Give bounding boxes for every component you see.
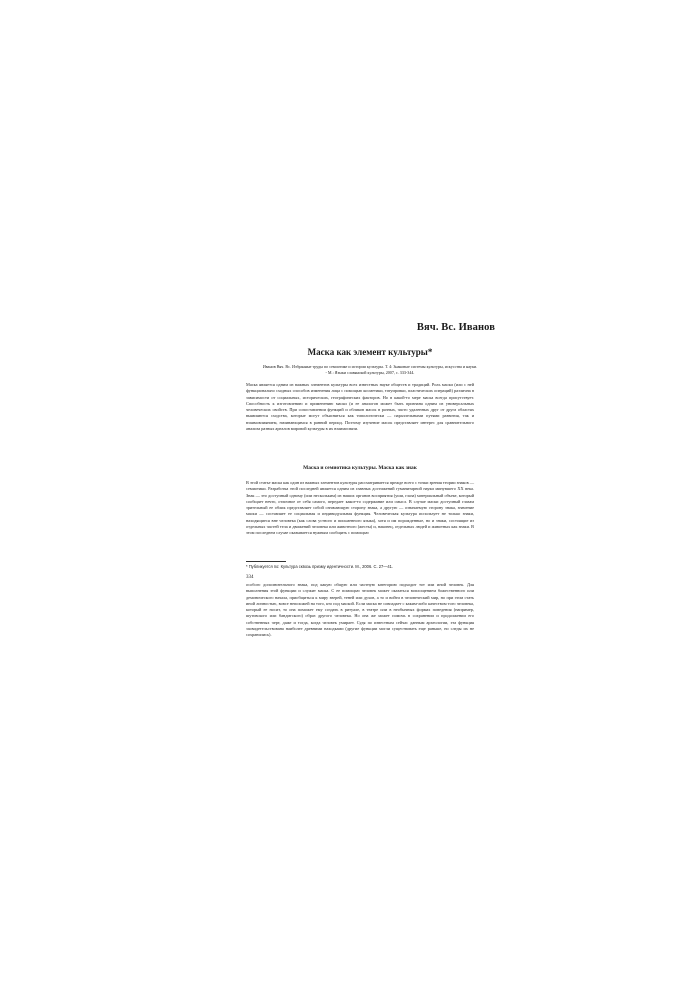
section-heading: Маска и семиотика культуры. Маска как знак bbox=[303, 465, 417, 471]
paragraph-continuation: особого дополнительного знака, под какую общую или частную категорию подходит тот или иной человек. Для выполнения этой функции и служит маска. С ее помощью человек может оказаться воплощением божественного или демонического начала, приобщиться к миру зверей, теней или духов, а то и войти в человеческий мир, но при этом стать иной личностью, вовсе непохожей на того, кто под маской. Если маска не совпадает с каким-либо качеством того человека, который ее носит, то она поможет ему создать в ритуале, в театре или в необычных формах поведения (например, шутовского или бандитского) образ другого человека. Но она же может помочь в сохранении и продолжении его собственных черт, даже и тогда, когда человек умирает. Судя по известным сейчас данным археологии, эта функция засвидетельствована наиболее древними находками (другие функции могли существовать еще раньше, но следы их не сохранились). bbox=[246, 582, 474, 637]
citation: Иванов Вяч. Вс. Избранные труды по семиотике и истории культуры. Т. 4: Знаковые системы культуры, искусства и науки. - М.: Языки славянской культуры, 2007, с. 333-344. bbox=[262, 364, 478, 375]
paragraph-semiotics: В этой статье маска как один из важных элементов культуры рассматривается прежде всего с точки зрения теории знаков — семиотики. Разработка этой последней является одним из главных достижений гуманитарной науки минувшего XX века. Знак — это доступный одному (или нескольким) из наших органов восприятия (уши, глаза) материальный объект, который сообщает нечто, отличное от себя самого, передает какое-то содержание или смысл. В случае маски доступный глазам зрительный ее облик представляет собой означающую сторону знака, а другую — означаемую сторону знака, значение маски — составляет ее социальная и индивидуальная функция. Человеческая культура использует не только знаки, находящиеся вне человека (как слова устного и письменного языка), хотя и им порожденные, но и знаки, состоящие из отдельных частей тела и движений человека или животного (жесты) и, наконец, отдельных людей и животных как знаки. В этом последнем случае оказывается нужным сообщить с помощью bbox=[246, 480, 474, 535]
author-name: Вяч. Вс. Иванов bbox=[416, 322, 495, 333]
footnote-divider bbox=[246, 561, 286, 562]
article-title: Маска как элемент культуры* bbox=[307, 347, 433, 357]
paragraph-intro: Маска является одним из важных элементов культуры всех известных науке обществ и традиций. Роль маски (или с ней функционально сходных способов изменения лица с помощью косметики, татуировки, пластических операций) различна в зависимости от социальных, исторических, географических факторов. Но в какой-то мере маска всегда присутствует. Способность к изготовлению и применению маски (и ее аналогов может быть признана одним из универсальных человеческих свойств. При сопоставлении функций и обликов масок в разных, часто удаленных друг от друга областях выявляются сходства, которые могут объясняться как типологически — параллельными путями развития, так и взаимовлиянием, начинающимся в ранний период. Поэтому изучение масок представляет интерес для сравнительного анализа разных ареалов мировой культуры в их взаимосвязи. bbox=[246, 382, 474, 431]
page-number: 334 bbox=[246, 575, 254, 580]
footnote: * Публикуется по: Культура сквозь призму идентичности. М., 2006. С. 27—41. bbox=[246, 564, 394, 569]
